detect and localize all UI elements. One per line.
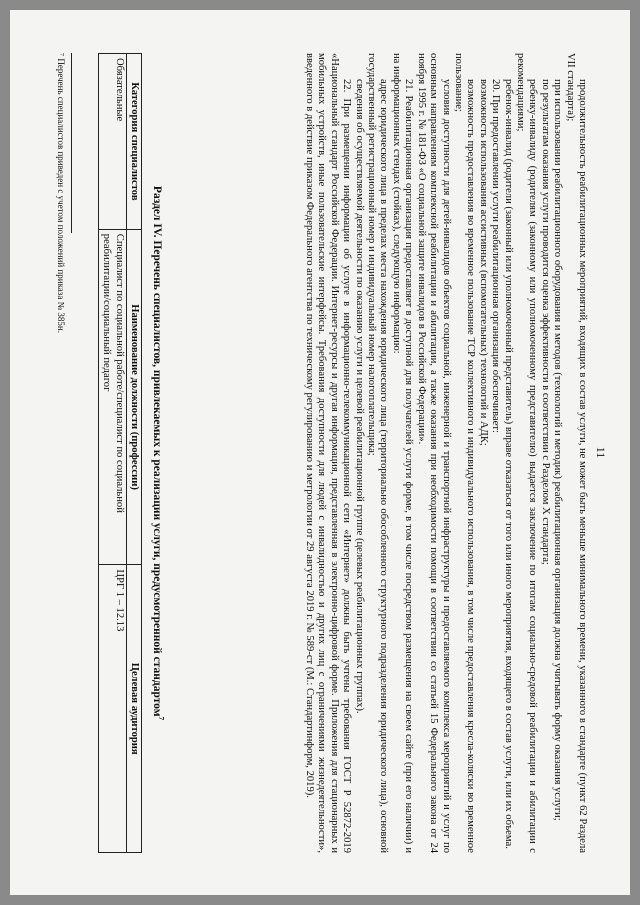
paragraph: возможность использования ассистивных (вспомогательных) технологий и АДК;	[477, 79, 489, 446]
table-header-row	[126, 54, 141, 853]
table-header: Наименование должности (профессии)	[126, 229, 141, 565]
section-title	[151, 53, 165, 853]
paragraph: 22. При размещении информации об услуге в информационно-телекоммуникационной сети «Интернет» должны быть учтены требования ГОСТ Р 52872-2019 «Национальный стандарт Российской Федерации. Интернет-ресурсы и другая информация, представленная в электронно-цифровой форме. Приложения для стационарных и мобильных устройств, иные пользовательские интерфейсы. Требования доступности для людей с инвалидностью и других лиц с ограничениями жизнедеятельности», введенного в действие приказом Федерального агентства по техническому регулированию и метрологии от 29 августа 2019 г. № 589-ст (М.: Стандартинформ, 2019).	[304, 53, 353, 853]
paragraph: условия доступности для детей-инвалидов объектов социальной, инженерной и транспортной инфраструктуры и предоставляемого комплекса мероприятий и услуг по основным направлениям комплексной реабилитации и абилитации, а также оказания при необходимости помощи в соответствии со статьей 15 Федерального закона от 24 ноября 1995 г. № 181-ФЗ «О социальной защите инвалидов в Российской Федерации».	[415, 53, 452, 853]
paragraph: ребенку-инвалиду (родителям (законному или уполномоченному представителю) выдается заключение по итогам социально-средовой реабилитации и абилитации с рекомендациями;	[514, 53, 539, 853]
paragraph: 21. Реабилитационная организация предоставляет в доступной для получателей услуги форме, в том числе посредством размещения на своем сайте (при его наличии) и на информационных стендах (стойках), следующую информацию:	[390, 53, 415, 853]
paragraph: 20. При предоставлении услуги реабилитационная организация обеспечивает:	[490, 79, 502, 433]
paragraph: сведения об осуществляемой деятельности по оказанию услуги и целевой реабилитационной группе (целевых реабилитационных группах).	[353, 79, 365, 714]
paragraph: адрес юридического лица в пределах места нахождения юридического лица (территориально обособленного структурного подразделения юридического лица), основной государственный регистрационный номер и индивидуальный номер налогоплательщика;	[366, 53, 390, 853]
document-page	[10, 10, 630, 895]
paragraph: продолжительность реабилитационных мероприятий, входящих в состав услуги, не может быть меньше минимального времени, указанного в стандарте (пункт 62 Раздела VII стандарта);	[564, 53, 588, 853]
table-row	[98, 54, 126, 853]
body-text	[303, 53, 588, 853]
paragraph: при использовании реабилитационного оборудования и методов (технологий и методик) реабилитационная организация должна учитывать форму оказания услуги;	[552, 79, 564, 821]
footnote: ⁷ Перечень специалистов приведен с учетом положений приказа № 385н.	[56, 53, 66, 333]
specialists-table	[98, 53, 142, 853]
paragraph: возможность предоставления во временное пользование ТСР коллективного и индивидуального использования, в том числе предоставления кресла-коляски во временное пользование;	[452, 53, 477, 853]
table-header: Целевая аудитория	[126, 565, 141, 853]
page-number: 11	[594, 446, 608, 459]
table-cell: Обязательные	[98, 54, 126, 230]
paragraph: ребенок-инвалид (родители (законный или уполномоченный представитель) вправе отказаться от того или иного мероприятия, входящего в состав услуги, или их объема.	[502, 79, 514, 849]
paragraph: по результатам оказания услуги проводится оценка эффективности в соответствии с Разделом X стандарта;	[539, 79, 551, 565]
rotated-content	[20, 25, 620, 880]
table-header: Категория специалистов	[126, 54, 141, 230]
table-cell: Специалист по социальной работе/специалист по социальной реабилитации/социальный педагог	[98, 229, 126, 565]
section-title-text: Раздел IV. Перечень специалистов, привлекаемых к реализации услуги, предусмотренной стандартом	[151, 185, 164, 717]
section-footnote-ref: 7	[157, 716, 165, 721]
footnote-divider	[71, 53, 72, 233]
table-cell: ЦРГ 1 – 12.13	[98, 565, 126, 853]
